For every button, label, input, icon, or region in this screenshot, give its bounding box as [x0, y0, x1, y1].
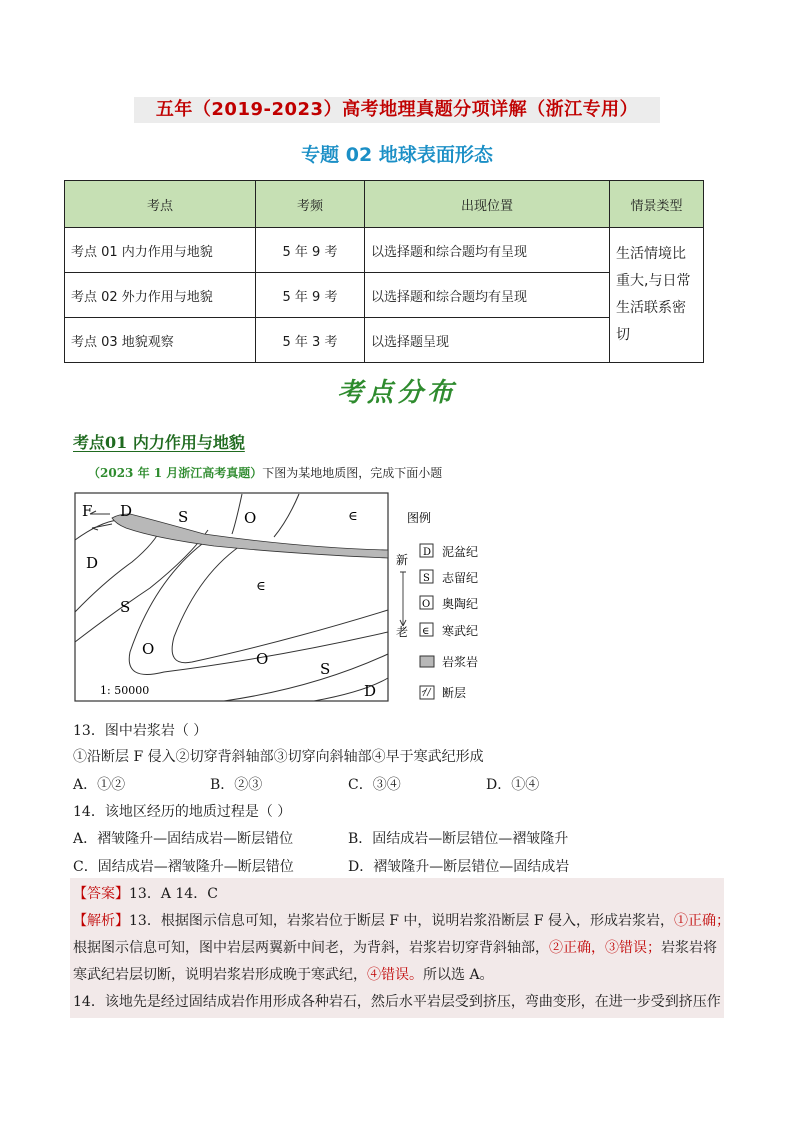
map-scale: 1: 50000 — [100, 684, 150, 697]
map-label-d: D — [86, 554, 99, 572]
geologic-map — [74, 492, 494, 708]
legend-item-magma — [420, 654, 478, 669]
map-label-o: O — [244, 509, 257, 527]
svg-text:S: S — [423, 573, 430, 584]
map-label-s: S — [178, 508, 189, 526]
legend-old: 老 — [396, 625, 409, 639]
table-cell-kp: 考点 03 地貌观察 — [65, 318, 256, 363]
svg-text:奥陶纪: 奥陶纪 — [442, 597, 479, 611]
svg-text:泥盆纪: 泥盆纪 — [442, 545, 479, 559]
table-cell-freq: 5 年 9 考 — [256, 273, 365, 318]
map-label-e: ∈ — [348, 509, 358, 524]
svg-text:寒武纪: 寒武纪 — [442, 624, 479, 638]
svg-text:O: O — [422, 599, 431, 610]
table-header-scene: 情景类型 — [610, 181, 704, 228]
svg-text:D: D — [423, 547, 432, 558]
q13-option-c: C．③④ — [348, 777, 401, 793]
analysis-line-2: 根据图示信息可知，图中岩层两翼新中间老，为背斜，岩浆岩切穿背斜轴部，②正确，③错误；岩浆岩将 — [73, 940, 717, 956]
legend-time-bar — [400, 572, 406, 626]
q14-option-a: A．褶皱隆升—固结成岩—断层错位 — [73, 831, 294, 847]
section-title: 考点分布 — [336, 378, 457, 408]
document-title: 五年（2019-2023）高考地理真题分项详解（浙江专用） — [134, 97, 660, 123]
question-source — [88, 464, 442, 481]
table-row — [65, 228, 704, 273]
map-label-o: O — [256, 650, 269, 668]
analysis-line-1: 【解析】13．根据图示信息可知，岩浆岩位于断层 F 中，说明岩浆沿断层 F 侵入，形成岩浆岩，①正确； — [73, 913, 731, 929]
source-tag: （2023 年 1 月浙江高考真题） — [88, 466, 263, 480]
legend-item-fault — [420, 685, 466, 700]
svg-text:志留纪: 志留纪 — [442, 571, 479, 585]
answer-line — [73, 883, 218, 903]
q13-option-b: B．②③ — [210, 777, 263, 793]
fault-symbol-icon — [422, 688, 431, 696]
map-label-s: S — [320, 660, 331, 678]
table-header-kp: 考点 — [65, 181, 256, 228]
svg-text:∈: ∈ — [422, 626, 430, 637]
legend-item-ordovician — [420, 596, 478, 611]
legend-item-silurian — [420, 570, 478, 585]
table-cell-pos: 以选择题和综合题均有呈现 — [365, 273, 610, 318]
analysis-line-3: 寒武纪岩层切断，说明岩浆岩形成晚于寒武纪，④错误。所以选 A。 — [73, 967, 494, 983]
map-label-s: S — [120, 598, 131, 616]
map-label-f: F — [82, 502, 93, 520]
document-subtitle: 专题 02 地球表面形态 — [301, 144, 493, 166]
table-header-pos: 出现位置 — [365, 181, 610, 228]
table-cell-freq: 5 年 3 考 — [256, 318, 365, 363]
table-cell-scene: 生活情境比重大,与日常生活联系密切 — [610, 228, 704, 363]
q14-option-b: B．固结成岩—断层错位—褶皱隆升 — [348, 831, 569, 847]
table-cell-pos: 以选择题呈现 — [365, 318, 610, 363]
q14-stem: 14．该地区经历的地质过程是（ ） — [73, 804, 292, 820]
analysis-line-4: 14．该地先是经过固结成岩作用形成各种岩石，然后水平岩层受到挤压，弯曲变形，在进一步受到挤压作 — [73, 994, 721, 1010]
table-header-freq: 考频 — [256, 181, 365, 228]
q13-statements: ①沿断层 F 侵入②切穿背斜轴部③切穿向斜轴部④早于寒武纪形成 — [73, 749, 484, 765]
map-label-d: D — [364, 682, 377, 700]
table-cell-kp: 考点 01 内力作用与地貌 — [65, 228, 256, 273]
table-row — [65, 318, 704, 363]
map-label-d: D — [120, 502, 133, 520]
table-header-row — [65, 181, 704, 228]
answer-tag: 【答案】 — [73, 886, 129, 902]
table-cell-kp: 考点 02 外力作用与地貌 — [65, 273, 256, 318]
svg-text:岩浆岩: 岩浆岩 — [442, 655, 479, 669]
q14-option-d: D．褶皱隆升—断层错位—固结成岩 — [348, 859, 570, 875]
answer-text: 13．A 14．C — [129, 886, 218, 902]
table-cell-pos: 以选择题和综合题均有呈现 — [365, 228, 610, 273]
summary-table — [64, 180, 704, 363]
analysis-tag: 【解析】 — [73, 913, 129, 929]
q13-option-d: D．①④ — [486, 777, 540, 793]
table-row — [65, 273, 704, 318]
table-cell-freq: 5 年 9 考 — [256, 228, 365, 273]
kp-heading: 考点01 内力作用与地貌 — [73, 433, 245, 452]
map-label-o: O — [142, 640, 155, 658]
legend-item-cambrian — [420, 623, 478, 638]
map-label-e: ∈ — [256, 579, 266, 594]
q13-stem: 13．图中岩浆岩（ ） — [73, 723, 208, 739]
q13-option-a: A．①② — [73, 777, 126, 793]
legend-item-devonian — [420, 544, 478, 559]
legend-title: 图例 — [407, 511, 432, 525]
svg-text:断层: 断层 — [442, 686, 467, 700]
legend-new: 新 — [396, 553, 409, 567]
source-text: 下图为某地地质图，完成下面小题 — [262, 466, 443, 480]
q14-option-c: C．固结成岩—褶皱隆升—断层错位 — [73, 859, 294, 875]
